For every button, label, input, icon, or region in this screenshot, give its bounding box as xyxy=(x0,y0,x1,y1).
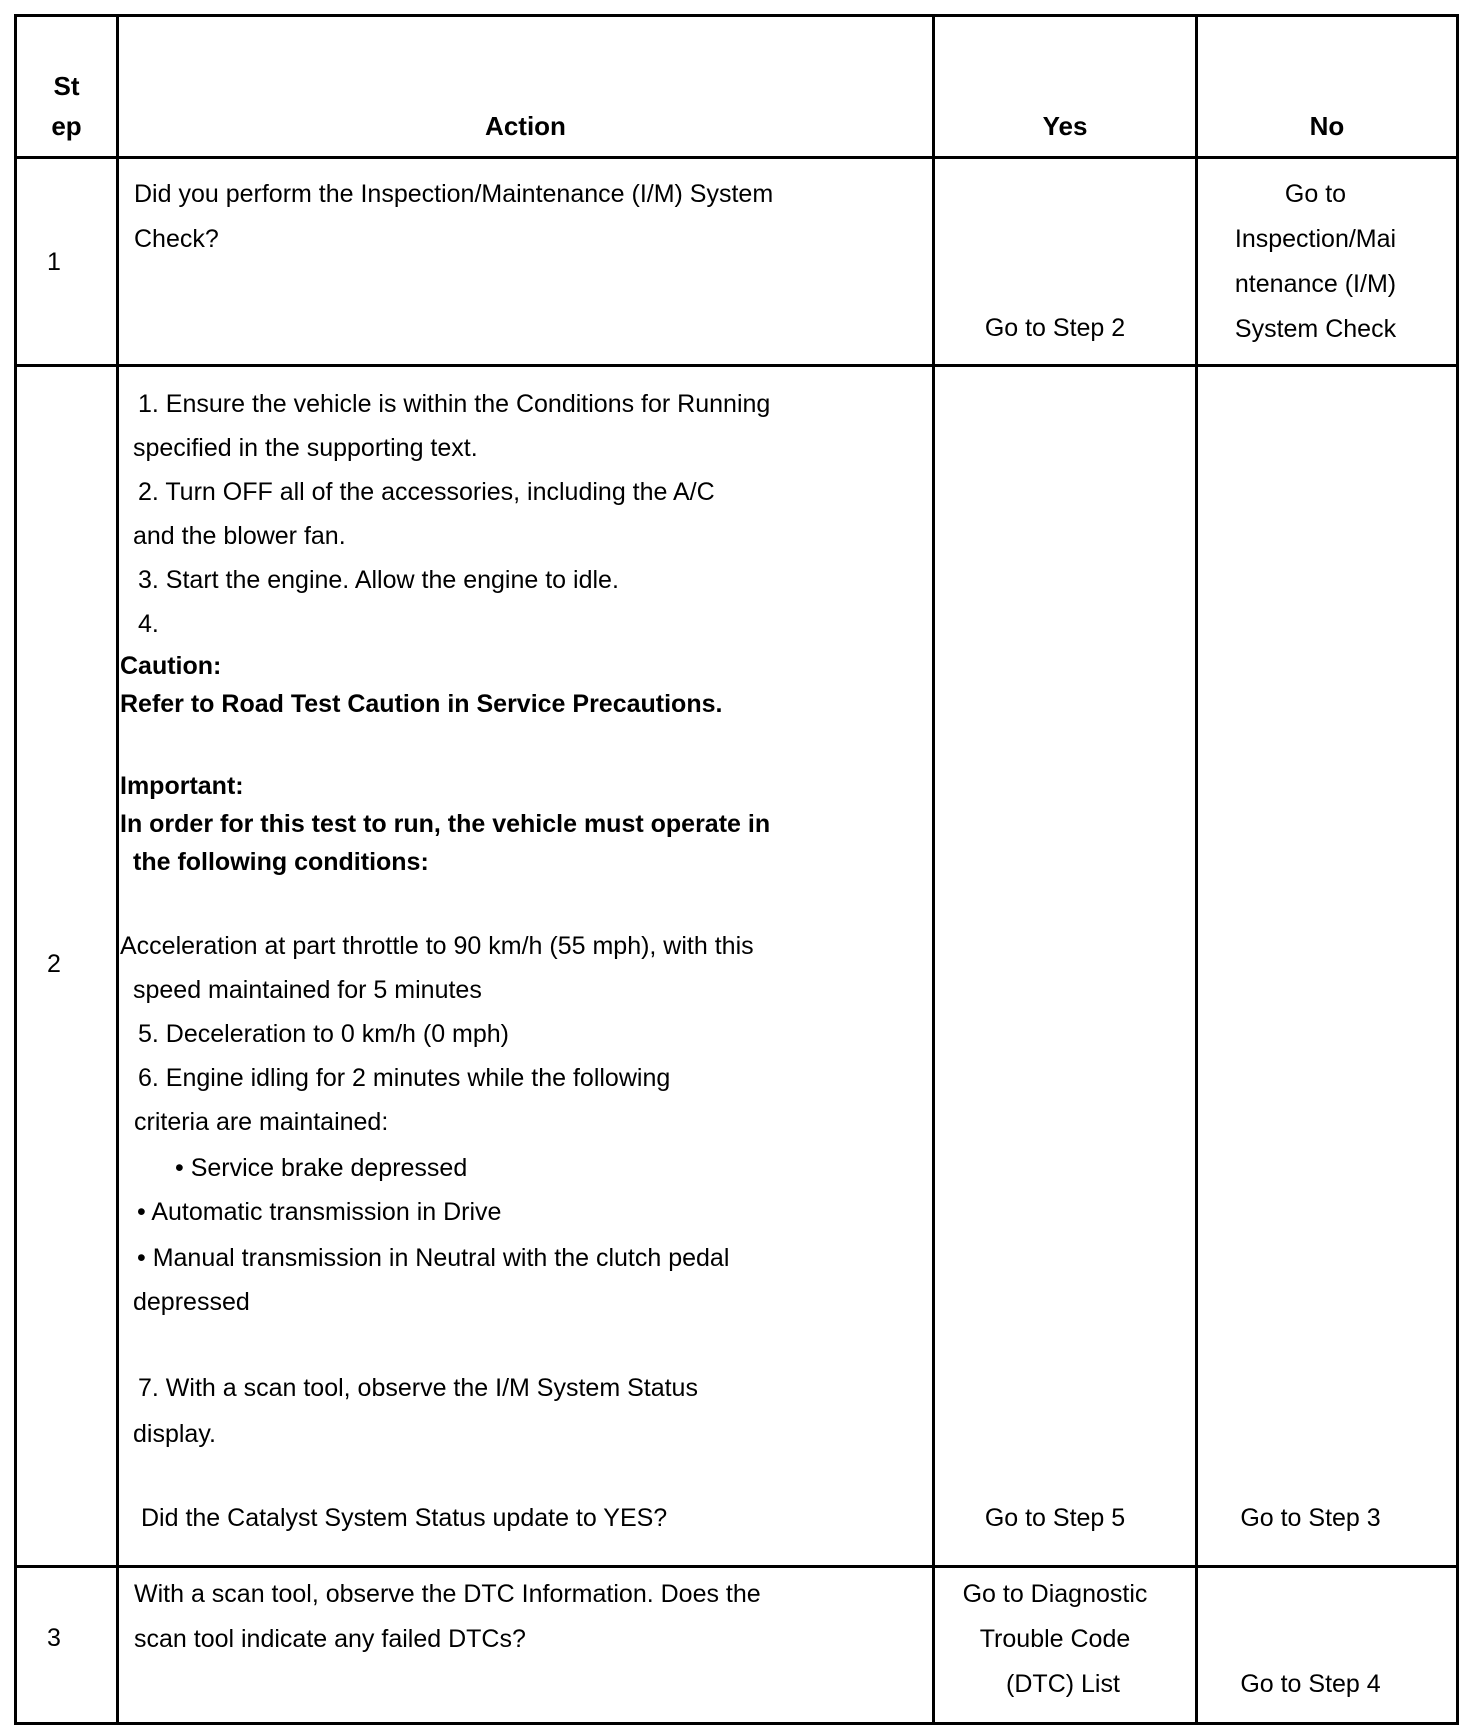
row1-yes: Go to Step 2 xyxy=(984,314,1126,342)
important-text-b: the following conditions: xyxy=(133,848,429,876)
important-text-a: In order for this test to run, the vehicle must operate in xyxy=(120,810,771,838)
caution-label: Caution: xyxy=(120,652,222,680)
header-no: No xyxy=(1309,111,1345,141)
row3-no: Go to Step 4 xyxy=(1240,1670,1381,1698)
row2-item-7b: display. xyxy=(133,1420,216,1448)
row2-bullet-1: • Service brake depressed xyxy=(175,1154,468,1182)
header-step-line1: St xyxy=(53,71,80,101)
row1-no-line: Inspection/Mai xyxy=(1234,225,1397,253)
row3-step: 3 xyxy=(47,1624,61,1652)
header-action: Action xyxy=(485,111,566,141)
row2-item-4: 4. xyxy=(138,610,159,638)
row-divider-1 xyxy=(14,364,1459,367)
row3-action-line: With a scan tool, observe the DTC Information. Does the xyxy=(134,1580,761,1608)
row2-item-1a: 1. Ensure the vehicle is within the Conditions for Running xyxy=(138,390,771,418)
row3-action xyxy=(134,1572,761,1662)
row2-item-7a: 7. With a scan tool, observe the I/M System Status xyxy=(138,1374,698,1402)
table-border-top xyxy=(14,14,1459,17)
row3-yes-line: Trouble Code xyxy=(979,1625,1131,1653)
row2-item-2b: and the blower fan. xyxy=(133,522,346,550)
row3-yes xyxy=(935,1572,1175,1707)
row2-question: Did the Catalyst System Status update to YES? xyxy=(141,1504,668,1532)
row2-item-2a: 2. Turn OFF all of the accessories, including the A/C xyxy=(138,478,715,506)
row2-bullet-2: • Automatic transmission in Drive xyxy=(137,1198,502,1226)
row1-action-line: Check? xyxy=(134,225,219,253)
row3-action-line: scan tool indicate any failed DTCs? xyxy=(134,1625,526,1653)
header-divider xyxy=(14,156,1459,159)
column-divider-action-yes xyxy=(932,14,935,1725)
header-step xyxy=(17,66,116,146)
column-divider-step-action xyxy=(116,14,119,1725)
row2-item-1b: specified in the supporting text. xyxy=(133,434,478,462)
row3-yes-line: (DTC) List xyxy=(1006,1670,1120,1698)
row2-no: Go to Step 3 xyxy=(1240,1504,1381,1532)
row2-item-3: 3. Start the engine. Allow the engine to idle. xyxy=(138,566,619,594)
row1-no xyxy=(1198,172,1433,352)
row1-action-line: Did you perform the Inspection/Maintenance (I/M) System xyxy=(134,180,774,208)
header-yes: Yes xyxy=(1042,111,1088,141)
row3-yes-line: Go to Diagnostic xyxy=(962,1580,1148,1608)
row2-item-5: 5. Deceleration to 0 km/h (0 mph) xyxy=(138,1020,509,1048)
row2-bullet-3a: • Manual transmission in Neutral with the clutch pedal xyxy=(137,1244,730,1272)
header-step-line2: ep xyxy=(51,111,82,141)
row2-bullet-3b: depressed xyxy=(133,1288,250,1316)
row1-no-line: ntenance (I/M) xyxy=(1234,270,1397,298)
row1-action xyxy=(134,172,773,262)
table-border-bottom xyxy=(14,1722,1459,1725)
row1-no-line: Go to xyxy=(1284,180,1347,208)
row-divider-2 xyxy=(14,1565,1459,1568)
row2-step: 2 xyxy=(47,950,61,978)
row2-item-6b: criteria are maintained: xyxy=(134,1108,389,1136)
row2-yes: Go to Step 5 xyxy=(984,1504,1126,1532)
important-label: Important: xyxy=(120,772,244,800)
row2-item-6a: 6. Engine idling for 2 minutes while the following xyxy=(138,1064,671,1092)
row2-accel-b: speed maintained for 5 minutes xyxy=(133,976,482,1004)
row1-no-line: System Check xyxy=(1234,315,1397,343)
row1-step: 1 xyxy=(47,248,61,276)
caution-text: Refer to Road Test Caution in Service Precautions. xyxy=(120,690,723,718)
row2-accel-a: Acceleration at part throttle to 90 km/h (55 mph), with this xyxy=(120,932,754,960)
table-border-right xyxy=(1456,14,1459,1725)
